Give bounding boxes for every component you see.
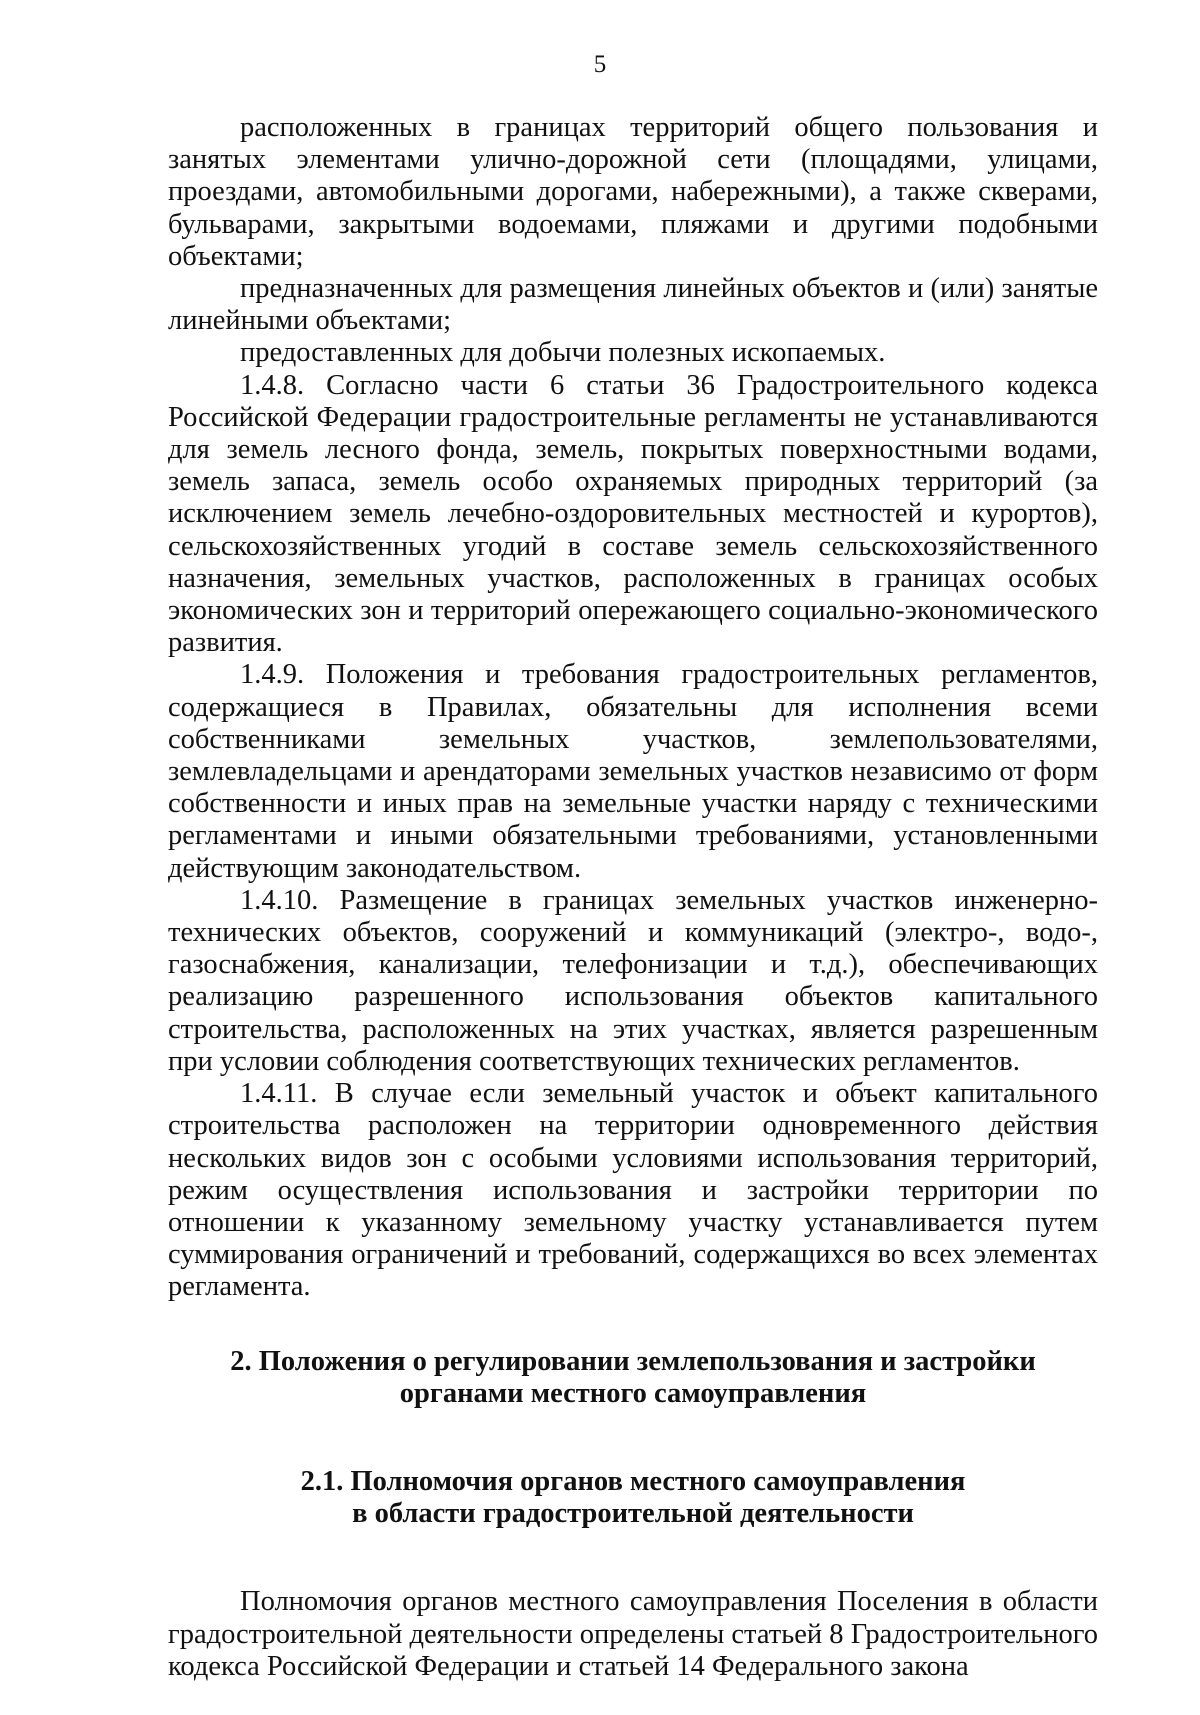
paragraph-1-4-10: 1.4.10. Размещение в границах земельных участков инженерно-технических объектов, сооружений и коммуникаций (электро-, водо-, газоснабжения, канализации, телефонизации и т.д.), обеспечивающих реализацию разрешенного использования объектов капитального строительства, расположенных на этих участках, является разрешенным при условии соблюдения соответствующих технических регламентов.: [168, 884, 1098, 1077]
paragraph-2: предназначенных для размещения линейных объектов и (или) занятые линейными объектами;: [168, 273, 1098, 337]
section-2-heading: [168, 1346, 1098, 1410]
paragraph-1-4-8: 1.4.8. Согласно части 6 статьи 36 Градостроительного кодекса Российской Федерации градостроительные регламенты не устанавливаются для земель лесного фонда, земель, покрытых поверхностными водами, земель запаса, земель особо охраняемых природных территорий (за исключением земель лечебно-оздоровительных местностей и курортов), сельскохозяйственных угодий в составе земель сельскохозяйственного назначения, земельных участков, расположенных в границах особых экономических зон и территорий опережающего социально-экономического развития.: [168, 369, 1098, 659]
document-body: [168, 112, 1098, 1683]
page-number: 5: [593, 51, 607, 78]
section-2-1-heading-line-1: 2.1. Полномочия органов местного самоуправления: [300, 1465, 966, 1497]
section-2-1-heading-line-2: в области градостроительной деятельности: [352, 1498, 914, 1530]
paragraph-powers: Полномочия органов местного самоуправления Поселения в области градостроительной деятельности определены статьей 8 Градостроительного кодекса Российской Федерации и статьей 14 Федерального закона: [168, 1586, 1098, 1682]
paragraph-1-4-11: 1.4.11. В случае если земельный участок и объект капитального строительства расположен на территории одновременного действия нескольких видов зон с особыми условиями использования территорий, режим осуществления использования и застройки территории по отношении к указанному земельному участку устанавливается путем суммирования ограничений и требований, содержащихся во всех элементах регламента.: [168, 1078, 1098, 1303]
paragraph-1: расположенных в границах территорий общего пользования и занятых элементами улично-дорожной сети (площадями, улицами, проездами, автомобильными дорогами, набережными), а также скверами, бульварами, закрытыми водоемами, пляжами и другими подобными объектами;: [168, 112, 1098, 272]
paragraph-3: предоставленных для добычи полезных ископаемых.: [240, 337, 886, 369]
paragraph-1-4-9: 1.4.9. Положения и требования градостроительных регламентов, содержащиеся в Правилах, обязательны для исполнения всеми собственниками земельных участков, землепользователями, землевладельцами и арендаторами земельных участков независимо от форм собственности и иных прав на земельные участки наряду с техническими регламентами и иными обязательными требованиями, установленными действующим законодательством.: [168, 659, 1098, 884]
section-2-heading-line-1: 2. Положения о регулировании землепользования и застройки: [230, 1345, 1036, 1377]
section-2-heading-line-2: органами местного самоуправления: [399, 1377, 867, 1409]
section-2-1-heading: [168, 1466, 1098, 1530]
